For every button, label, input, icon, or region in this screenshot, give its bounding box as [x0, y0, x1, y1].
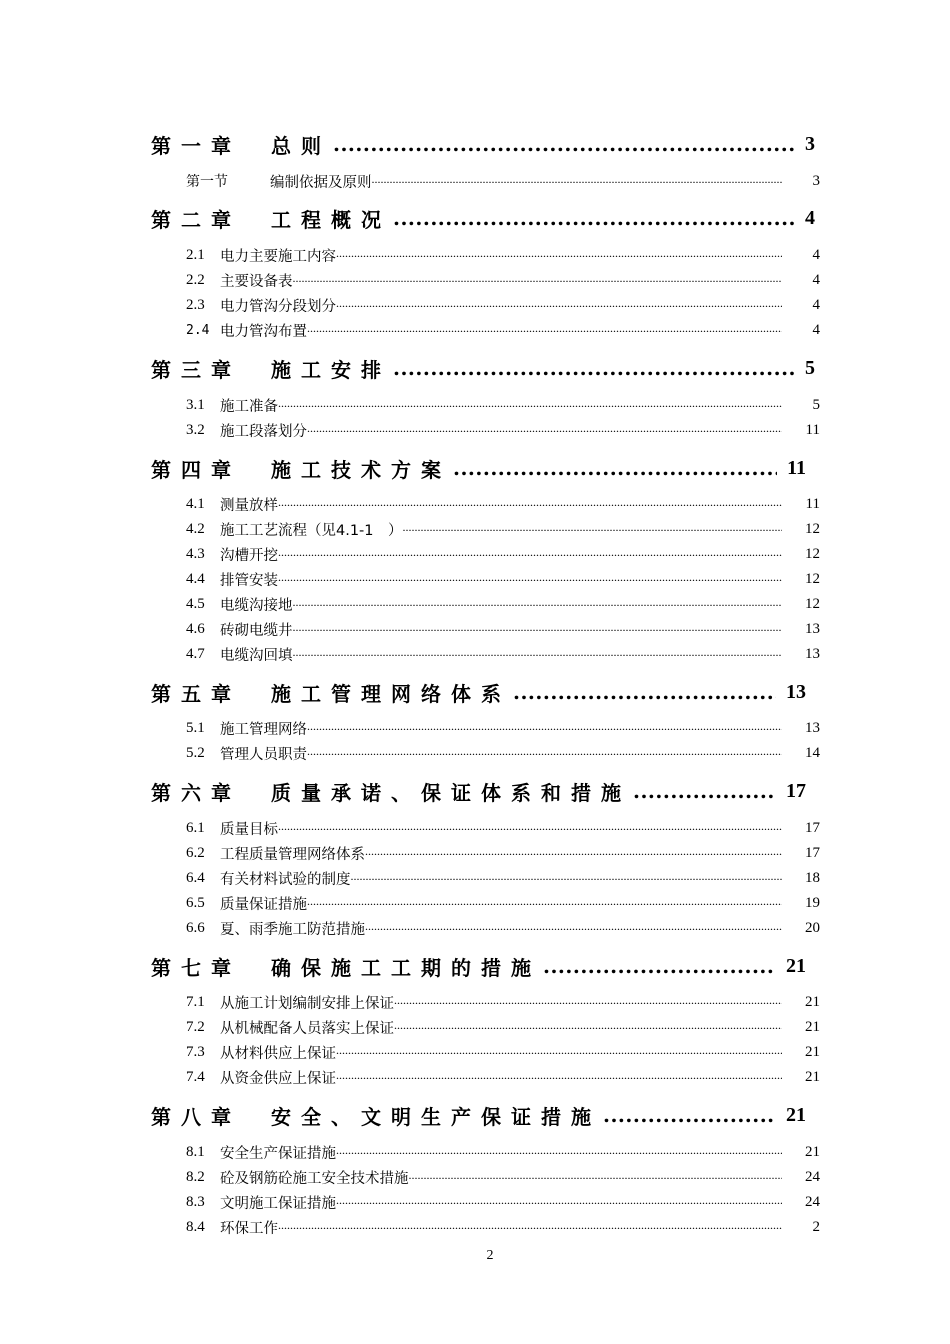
leader-dots [336, 1043, 782, 1061]
section-number: 8.2 [186, 1168, 205, 1185]
chapter-title: 第八章 安全、文明生产保证措施 [151, 1104, 601, 1129]
chapter-page: 13 [786, 680, 806, 703]
toc-section[interactable] [186, 717, 820, 739]
leader-dots [336, 1143, 782, 1161]
toc-section[interactable] [186, 817, 820, 839]
toc-chapter[interactable] [151, 776, 806, 806]
section-number: 7.3 [186, 1043, 205, 1060]
section-number: 6.5 [186, 894, 205, 911]
section-page: 13 [805, 719, 820, 736]
section-page: 18 [805, 869, 820, 886]
leader-dots [307, 719, 782, 737]
chapter-title: 第五章 施工管理网络体系 [151, 681, 511, 706]
toc-section[interactable] [186, 394, 820, 416]
chapter-title: 第二章 工程概况 [151, 207, 391, 232]
section-page: 3 [812, 172, 820, 189]
toc-chapter[interactable] [151, 203, 815, 233]
section-number: 2.3 [186, 296, 205, 313]
section-number: 5.2 [186, 744, 205, 761]
toc-section[interactable] [186, 269, 820, 291]
toc-section[interactable] [186, 1191, 820, 1213]
section-title: 文明施工保证措施 [220, 1195, 336, 1212]
section-page: 13 [805, 620, 820, 637]
section-title: 砼及钢筋砼施工安全技术措施 [220, 1170, 409, 1187]
section-number: 5.1 [186, 719, 205, 736]
toc-section[interactable] [186, 244, 820, 266]
section-page: 4 [812, 271, 820, 288]
section-page: 24 [805, 1193, 820, 1210]
toc-section[interactable] [186, 294, 820, 316]
section-title: 质量保证措施 [220, 896, 307, 913]
section-title: 从材料供应上保证 [220, 1045, 336, 1062]
leader-dots [336, 296, 782, 314]
section-title: 电力管沟分段划分 [220, 298, 336, 315]
toc-section[interactable] [186, 593, 820, 615]
toc-section[interactable] [186, 568, 820, 590]
leader-dots [633, 779, 776, 803]
leader-dots [293, 645, 783, 663]
section-title: 电力主要施工内容 [220, 248, 336, 265]
section-number: 4.7 [186, 645, 205, 662]
section-number: 4.4 [186, 570, 205, 587]
leader-dots [336, 246, 782, 264]
section-title: 测量放样 [220, 497, 278, 514]
leader-dots [453, 456, 777, 480]
section-number: 8.1 [186, 1143, 205, 1160]
section-title: 电缆沟接地 [220, 597, 293, 614]
leader-dots [393, 206, 795, 230]
section-page: 21 [805, 1143, 820, 1160]
section-title: 电力管沟布置 [220, 323, 307, 340]
section-title: 从机械配备人员落实上保证 [220, 1020, 394, 1037]
section-page: 20 [805, 919, 820, 936]
toc-section[interactable] [186, 170, 820, 192]
section-number: 3.2 [186, 421, 205, 438]
toc-section[interactable] [186, 867, 820, 889]
leader-dots [307, 744, 782, 762]
section-title: 编制依据及原则 [270, 174, 372, 191]
section-page: 24 [805, 1168, 820, 1185]
chapter-title: 第四章 施工技术方案 [151, 457, 451, 482]
section-page: 12 [805, 520, 820, 537]
leader-dots [372, 172, 783, 190]
section-number: 2.1 [186, 246, 205, 263]
leader-dots [351, 869, 783, 887]
toc-section[interactable] [186, 1216, 820, 1238]
section-page: 11 [805, 495, 820, 512]
chapter-page: 5 [805, 356, 815, 379]
leader-dots [278, 819, 782, 837]
section-number: 第一节 [186, 174, 228, 190]
leader-dots [513, 680, 776, 704]
chapter-title: 第七章 确保施工工期的措施 [151, 955, 541, 980]
section-title: 质量目标 [220, 821, 278, 838]
leader-dots [409, 1168, 783, 1186]
toc-chapter[interactable] [151, 677, 806, 707]
leader-dots [278, 545, 782, 563]
leader-dots [365, 844, 782, 862]
section-number: 6.6 [186, 919, 205, 936]
section-title: 施工段落划分 [220, 423, 307, 440]
toc-section[interactable] [186, 319, 820, 341]
section-number: 6.1 [186, 819, 205, 836]
section-number: 2.4 [186, 322, 210, 338]
section-number: 2.2 [186, 271, 205, 288]
leader-dots [278, 1218, 782, 1236]
chapter-page: 21 [786, 1103, 806, 1126]
section-page: 13 [805, 645, 820, 662]
section-number: 8.3 [186, 1193, 205, 1210]
section-number: 4.2 [186, 520, 205, 537]
toc-section[interactable] [186, 1066, 820, 1088]
chapter-page: 4 [805, 206, 815, 229]
section-number: 7.1 [186, 993, 205, 1010]
section-title: 排管安装 [220, 572, 278, 589]
section-page: 17 [805, 819, 820, 836]
toc-section[interactable] [186, 1041, 820, 1063]
section-title: 施工工艺流程（见4.1-1 ） [220, 522, 403, 539]
leader-dots [307, 421, 782, 439]
section-page: 2 [812, 1218, 820, 1235]
section-title: 施工准备 [220, 398, 278, 415]
chapter-page: 21 [786, 954, 806, 977]
section-number: 4.3 [186, 545, 205, 562]
leader-dots [336, 1193, 782, 1211]
section-page: 12 [805, 595, 820, 612]
section-number: 4.6 [186, 620, 205, 637]
leader-dots [293, 595, 783, 613]
chapter-title: 第一章 总则 [151, 133, 331, 158]
section-page: 21 [805, 993, 820, 1010]
toc-section[interactable] [186, 419, 820, 441]
leader-dots [293, 620, 783, 638]
toc-section[interactable] [186, 543, 820, 565]
toc-section[interactable] [186, 518, 820, 540]
section-title: 主要设备表 [220, 273, 293, 290]
section-page: 4 [812, 246, 820, 263]
section-page: 4 [812, 296, 820, 313]
section-title: 砖砌电缆井 [220, 622, 293, 639]
section-title: 电缆沟回填 [220, 647, 293, 664]
toc-section[interactable] [186, 892, 820, 914]
section-number: 8.4 [186, 1218, 205, 1235]
section-page: 17 [805, 844, 820, 861]
toc-section[interactable] [186, 493, 820, 515]
section-title: 夏、雨季施工防范措施 [220, 921, 365, 938]
section-number: 4.1 [186, 495, 205, 512]
section-title: 安全生产保证措施 [220, 1145, 336, 1162]
toc-chapter[interactable] [151, 453, 806, 483]
section-title: 沟槽开挖 [220, 547, 278, 564]
leader-dots [278, 396, 782, 414]
section-page: 12 [805, 545, 820, 562]
toc-section[interactable] [186, 842, 820, 864]
chapter-page: 11 [787, 456, 806, 479]
chapter-title: 第三章 施工安排 [151, 357, 391, 382]
section-number: 6.2 [186, 844, 205, 861]
leader-dots [394, 993, 782, 1011]
leader-dots [278, 495, 782, 513]
leader-dots [394, 1018, 782, 1036]
leader-dots [365, 919, 782, 937]
toc-section[interactable] [186, 742, 820, 764]
section-page: 5 [812, 396, 820, 413]
toc-chapter[interactable] [151, 951, 806, 981]
section-number: 7.2 [186, 1018, 205, 1035]
toc-section[interactable] [186, 643, 820, 665]
leader-dots [293, 271, 783, 289]
section-title: 施工管理网络 [220, 721, 307, 738]
toc-section[interactable] [186, 1141, 820, 1163]
leader-dots [307, 894, 782, 912]
toc-chapter[interactable] [151, 353, 815, 383]
leader-dots [336, 1068, 782, 1086]
section-page: 11 [805, 421, 820, 438]
leader-dots [333, 132, 795, 156]
section-title: 有关材料试验的制度 [220, 871, 351, 888]
chapter-page: 3 [805, 132, 815, 155]
toc-section[interactable] [186, 991, 820, 1013]
leader-dots [543, 954, 776, 978]
section-page: 14 [805, 744, 820, 761]
section-page: 12 [805, 570, 820, 587]
section-page: 4 [812, 321, 820, 338]
section-page: 21 [805, 1068, 820, 1085]
section-title: 从施工计划编制安排上保证 [220, 995, 394, 1012]
section-title: 从资金供应上保证 [220, 1070, 336, 1087]
section-title: 工程质量管理网络体系 [220, 846, 365, 863]
toc-section[interactable] [186, 1166, 820, 1188]
chapter-title: 第六章 质量承诺、保证体系和措施 [151, 780, 631, 805]
leader-dots [603, 1103, 776, 1127]
leader-dots [403, 520, 782, 538]
toc-section[interactable] [186, 917, 820, 939]
leader-dots [307, 321, 782, 339]
page-number: 2 [486, 1248, 494, 1263]
section-page: 21 [805, 1018, 820, 1035]
section-title: 管理人员职责 [220, 746, 307, 763]
leader-dots [393, 356, 795, 380]
leader-dots [278, 570, 782, 588]
section-page: 21 [805, 1043, 820, 1060]
toc-chapter[interactable] [151, 129, 815, 159]
section-number: 3.1 [186, 396, 205, 413]
toc-section[interactable] [186, 1016, 820, 1038]
toc-section[interactable] [186, 618, 820, 640]
chapter-page: 17 [786, 779, 806, 802]
section-page: 19 [805, 894, 820, 911]
section-number: 4.5 [186, 595, 205, 612]
section-number: 7.4 [186, 1068, 205, 1085]
toc-chapter[interactable] [151, 1100, 806, 1130]
section-number: 6.4 [186, 869, 205, 886]
section-title: 环保工作 [220, 1220, 278, 1237]
